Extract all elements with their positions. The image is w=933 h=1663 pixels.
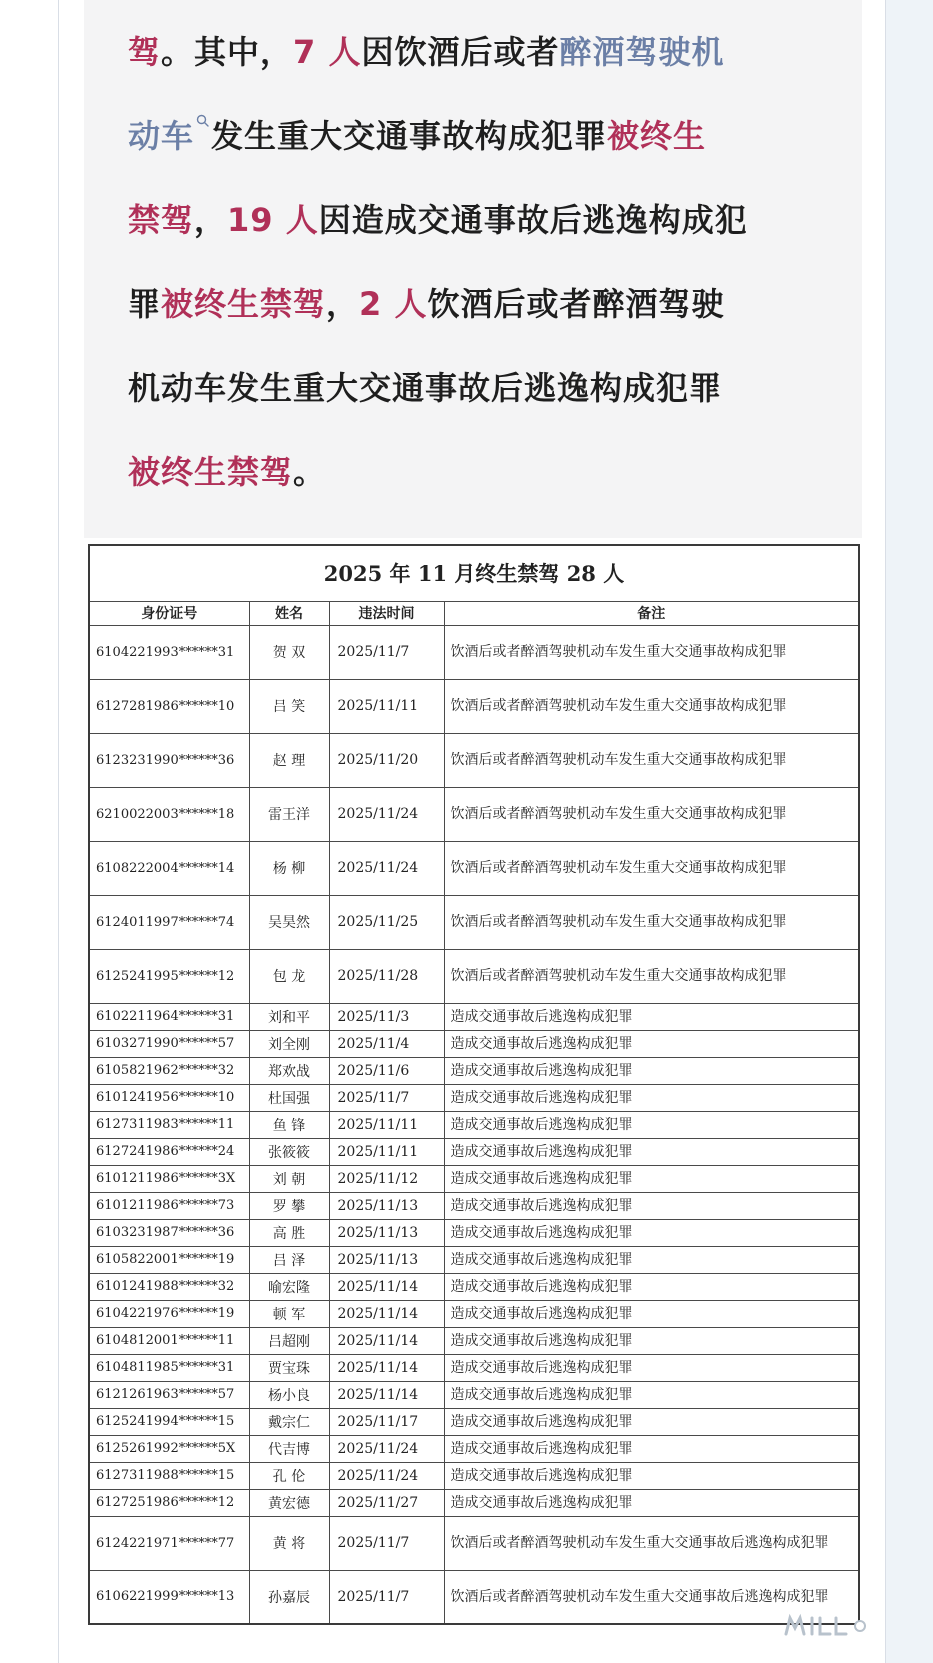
note-cell: 饮酒后或者醉酒驾驶机动车发生重大交通事故构成犯罪 (444, 787, 859, 841)
body-text: 发生重大交通事故构成犯罪 (211, 117, 608, 155)
name-cell: 黄 将 (249, 1516, 329, 1570)
date-cell: 2025/11/13 (329, 1219, 444, 1246)
name-cell: 吴昊然 (249, 895, 329, 949)
note-cell: 造成交通事故后逃逸构成犯罪 (444, 1273, 859, 1300)
table-row (89, 1327, 859, 1354)
id-number-cell: 6102211964******31 (89, 1003, 249, 1030)
note-cell: 饮酒后或者醉酒驾驶机动车发生重大交通事故后逃逸构成犯罪 (444, 1570, 859, 1624)
name-cell: 杨小良 (249, 1381, 329, 1408)
date-cell: 2025/11/4 (329, 1030, 444, 1057)
table-row (89, 1192, 859, 1219)
header-date: 违法时间 (329, 601, 444, 625)
article-line-4 (128, 262, 828, 346)
body-text: 罪 (128, 285, 162, 323)
watermark-logo (780, 1612, 870, 1638)
name-cell: 鱼 锋 (249, 1111, 329, 1138)
name-cell: 黄宏德 (249, 1489, 329, 1516)
body-text: 因饮酒后或者 (361, 33, 560, 71)
highlight-text: 被终生禁驾 (161, 285, 327, 323)
table-row (89, 1435, 859, 1462)
article-line-6 (128, 430, 828, 514)
body-text: 。 (293, 453, 327, 491)
date-cell: 2025/11/24 (329, 787, 444, 841)
table-row (89, 679, 859, 733)
note-cell: 饮酒后或者醉酒驾驶机动车发生重大交通事故构成犯罪 (444, 895, 859, 949)
note-cell: 造成交通事故后逃逸构成犯罪 (444, 1003, 859, 1030)
note-cell: 饮酒后或者醉酒驾驶机动车发生重大交通事故构成犯罪 (444, 733, 859, 787)
note-cell: 造成交通事故后逃逸构成犯罪 (444, 1327, 859, 1354)
note-cell: 造成交通事故后逃逸构成犯罪 (444, 1219, 859, 1246)
id-number-cell: 6125261992******5X (89, 1435, 249, 1462)
table-row (89, 1381, 859, 1408)
name-cell: 雷王洋 (249, 787, 329, 841)
id-number-cell: 6101211986******3X (89, 1165, 249, 1192)
article-line-2 (128, 94, 828, 178)
header-id: 身份证号 (89, 601, 249, 625)
name-cell: 戴宗仁 (249, 1408, 329, 1435)
note-cell: 造成交通事故后逃逸构成犯罪 (444, 1165, 859, 1192)
name-cell: 孔 伦 (249, 1462, 329, 1489)
body-text: 机动车发生重大交通事故后逃逸构成犯罪 (128, 369, 723, 407)
id-number-cell: 6127281986******10 (89, 679, 249, 733)
body-text: 因造成交通事故后逃逸构成犯 (318, 201, 748, 239)
table-row (89, 1570, 859, 1624)
ban-list-table (88, 544, 860, 1625)
id-number-cell: 6125241994******15 (89, 1408, 249, 1435)
id-number-cell: 6123231990******36 (89, 733, 249, 787)
date-cell: 2025/11/7 (329, 1516, 444, 1570)
table-row (89, 1138, 859, 1165)
table-title: 2025 年 11 月终生禁驾 28 人 (89, 545, 859, 601)
date-cell: 2025/11/6 (329, 1057, 444, 1084)
highlight-text: 驾 (128, 33, 162, 71)
note-cell: 造成交通事故后逃逸构成犯罪 (444, 1435, 859, 1462)
body-text: ， (326, 285, 360, 323)
name-cell: 刘全刚 (249, 1030, 329, 1057)
name-cell: 高 胜 (249, 1219, 329, 1246)
left-margin (0, 0, 58, 1663)
name-cell: 郑欢战 (249, 1057, 329, 1084)
id-number-cell: 6105821962******32 (89, 1057, 249, 1084)
id-number-cell: 6210022003******18 (89, 787, 249, 841)
date-cell: 2025/11/25 (329, 895, 444, 949)
date-cell: 2025/11/14 (329, 1381, 444, 1408)
table-header-row (89, 601, 859, 625)
date-cell: 2025/11/12 (329, 1165, 444, 1192)
table-row (89, 1165, 859, 1192)
note-cell: 造成交通事故后逃逸构成犯罪 (444, 1381, 859, 1408)
name-cell: 喻宏隆 (249, 1273, 329, 1300)
table-row (89, 895, 859, 949)
article-text (128, 10, 828, 514)
note-cell: 造成交通事故后逃逸构成犯罪 (444, 1138, 859, 1165)
name-cell: 吕 泽 (249, 1246, 329, 1273)
keyword-link[interactable]: 醉酒驾驶机 (559, 33, 725, 71)
name-cell: 吕 笑 (249, 679, 329, 733)
highlight-text: 禁驾 (128, 201, 195, 239)
name-cell: 吕超刚 (249, 1327, 329, 1354)
id-number-cell: 6103231987******36 (89, 1219, 249, 1246)
note-cell: 饮酒后或者醉酒驾驶机动车发生重大交通事故构成犯罪 (444, 679, 859, 733)
note-cell: 造成交通事故后逃逸构成犯罪 (444, 1192, 859, 1219)
name-cell: 贺 双 (249, 625, 329, 679)
table-row (89, 1030, 859, 1057)
note-cell: 饮酒后或者醉酒驾驶机动车发生重大交通事故构成犯罪 (444, 841, 859, 895)
name-cell: 包 龙 (249, 949, 329, 1003)
article-line-3 (128, 178, 828, 262)
table-row (89, 1246, 859, 1273)
header-note: 备注 (444, 601, 859, 625)
id-number-cell: 6101211986******73 (89, 1192, 249, 1219)
name-cell: 代吉博 (249, 1435, 329, 1462)
table-row (89, 1273, 859, 1300)
table-row (89, 949, 859, 1003)
id-number-cell: 6127251986******12 (89, 1489, 249, 1516)
id-number-cell: 6105822001******19 (89, 1246, 249, 1273)
right-margin (886, 0, 933, 1663)
note-cell: 饮酒后或者醉酒驾驶机动车发生重大交通事故构成犯罪 (444, 949, 859, 1003)
note-cell: 造成交通事故后逃逸构成犯罪 (444, 1246, 859, 1273)
id-number-cell: 6103271990******57 (89, 1030, 249, 1057)
table-row (89, 1084, 859, 1111)
table-row (89, 1300, 859, 1327)
id-number-cell: 6125241995******12 (89, 949, 249, 1003)
name-cell: 刘和平 (249, 1003, 329, 1030)
table-row (89, 1516, 859, 1570)
date-cell: 2025/11/14 (329, 1327, 444, 1354)
date-cell: 2025/11/20 (329, 733, 444, 787)
id-number-cell: 6108222004******14 (89, 841, 249, 895)
note-cell: 造成交通事故后逃逸构成犯罪 (444, 1300, 859, 1327)
date-cell: 2025/11/13 (329, 1192, 444, 1219)
body-text: ， (194, 201, 228, 239)
id-number-cell: 6101241956******10 (89, 1084, 249, 1111)
id-number-cell: 6121261963******57 (89, 1381, 249, 1408)
note-cell: 造成交通事故后逃逸构成犯罪 (444, 1408, 859, 1435)
date-cell: 2025/11/11 (329, 1138, 444, 1165)
note-cell: 饮酒后或者醉酒驾驶机动车发生重大交通事故后逃逸构成犯罪 (444, 1516, 859, 1570)
table-row (89, 1219, 859, 1246)
date-cell: 2025/11/13 (329, 1246, 444, 1273)
date-cell: 2025/11/14 (329, 1300, 444, 1327)
table-row (89, 625, 859, 679)
highlight-text: 被终生禁驾 (128, 453, 294, 491)
id-number-cell: 6127311988******15 (89, 1462, 249, 1489)
date-cell: 2025/11/11 (329, 679, 444, 733)
note-cell: 造成交通事故后逃逸构成犯罪 (444, 1111, 859, 1138)
id-number-cell: 6104221976******19 (89, 1300, 249, 1327)
date-cell: 2025/11/24 (329, 841, 444, 895)
date-cell: 2025/11/7 (329, 1570, 444, 1624)
header-name: 姓名 (249, 601, 329, 625)
date-cell: 2025/11/17 (329, 1408, 444, 1435)
name-cell: 孙嘉辰 (249, 1570, 329, 1624)
id-number-cell: 6127311983******11 (89, 1111, 249, 1138)
date-cell: 2025/11/7 (329, 1084, 444, 1111)
id-number-cell: 6124221971******77 (89, 1516, 249, 1570)
date-cell: 2025/11/11 (329, 1111, 444, 1138)
date-cell: 2025/11/24 (329, 1462, 444, 1489)
name-cell: 张筱筱 (249, 1138, 329, 1165)
note-cell: 饮酒后或者醉酒驾驶机动车发生重大交通事故构成犯罪 (444, 625, 859, 679)
name-cell: 顿 军 (249, 1300, 329, 1327)
table-row (89, 1003, 859, 1030)
note-cell: 造成交通事故后逃逸构成犯罪 (444, 1057, 859, 1084)
table-row (89, 841, 859, 895)
article-line-1 (128, 10, 828, 94)
keyword-link[interactable]: 动车 (128, 117, 195, 155)
note-cell: 造成交通事故后逃逸构成犯罪 (444, 1462, 859, 1489)
table-row (89, 1408, 859, 1435)
date-cell: 2025/11/24 (329, 1435, 444, 1462)
note-cell: 造成交通事故后逃逸构成犯罪 (444, 1084, 859, 1111)
date-cell: 2025/11/7 (329, 625, 444, 679)
id-number-cell: 6104811985******31 (89, 1354, 249, 1381)
name-cell: 赵 理 (249, 733, 329, 787)
date-cell: 2025/11/14 (329, 1354, 444, 1381)
body-text: 。其中， (161, 33, 294, 71)
note-cell: 造成交通事故后逃逸构成犯罪 (444, 1354, 859, 1381)
name-cell: 贾宝珠 (249, 1354, 329, 1381)
article-line-5 (128, 346, 828, 430)
date-cell: 2025/11/3 (329, 1003, 444, 1030)
table-row (89, 1111, 859, 1138)
table-row (89, 1489, 859, 1516)
date-cell: 2025/11/28 (329, 949, 444, 1003)
table-row (89, 787, 859, 841)
id-number-cell: 6127241986******24 (89, 1138, 249, 1165)
name-cell: 杨 柳 (249, 841, 329, 895)
table-row (89, 1354, 859, 1381)
name-cell: 罗 攀 (249, 1192, 329, 1219)
id-number-cell: 6104812001******11 (89, 1327, 249, 1354)
note-cell: 造成交通事故后逃逸构成犯罪 (444, 1030, 859, 1057)
id-number-cell: 6104221993******31 (89, 625, 249, 679)
id-number-cell: 6101241988******32 (89, 1273, 249, 1300)
name-cell: 刘 朝 (249, 1165, 329, 1192)
highlight-text: 19 人 (227, 201, 319, 239)
name-cell: 杜国强 (249, 1084, 329, 1111)
id-number-cell: 6106221999******13 (89, 1570, 249, 1624)
date-cell: 2025/11/27 (329, 1489, 444, 1516)
id-number-cell: 6124011997******74 (89, 895, 249, 949)
highlight-text: 2 人 (359, 285, 428, 323)
note-cell: 造成交通事故后逃逸构成犯罪 (444, 1489, 859, 1516)
search-icon[interactable] (196, 114, 209, 127)
table-row (89, 1057, 859, 1084)
highlight-text: 7 人 (293, 33, 362, 71)
table-row (89, 733, 859, 787)
body-text: 饮酒后或者醉酒驾驶 (427, 285, 725, 323)
date-cell: 2025/11/14 (329, 1273, 444, 1300)
table-row (89, 1462, 859, 1489)
highlight-text: 被终生 (607, 117, 707, 155)
